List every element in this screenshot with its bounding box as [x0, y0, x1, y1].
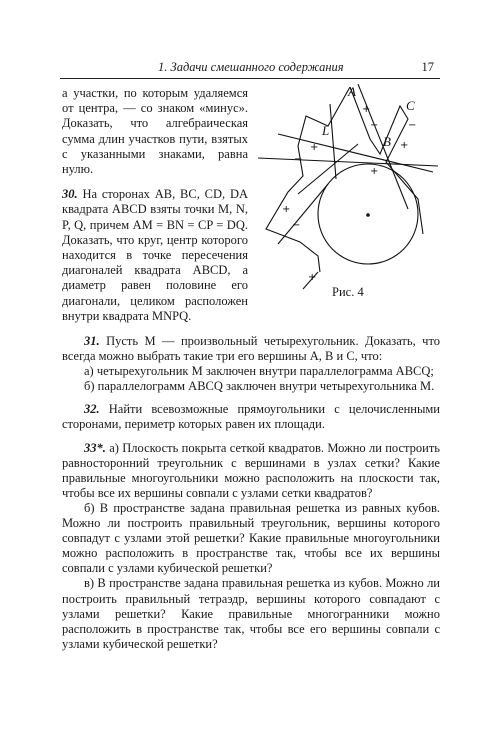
problem-30-number: 30.: [62, 187, 78, 202]
figure-line-5: [330, 104, 336, 179]
running-header: [60, 60, 440, 79]
left-column: [62, 86, 248, 324]
problem-32: [62, 402, 440, 432]
sign-plus-5: +: [282, 204, 291, 215]
sign-plus-4: +: [370, 166, 379, 177]
problem-30: [62, 187, 248, 324]
problem-33: [62, 441, 440, 501]
sign-plus-6: +: [308, 272, 317, 283]
sign-minus-3: −: [408, 120, 417, 131]
label-l: L: [322, 123, 330, 138]
sign-minus-2: −: [294, 154, 303, 165]
problem-32-number: 32.: [84, 402, 100, 417]
problem-31-b: б) параллелограмм ABCQ заключен внутри четырехугольника M.: [84, 379, 435, 394]
figure-caption: Рис. 4: [332, 285, 364, 299]
problem-33-b: б) В пространстве задана правильная решетка из равных кубов. Можно ли построить правильный треугольник, вершины которого совпадут с узлами этой решетки? Какие правильные многоугольники можно расположить в пространстве так, чтобы все их вершины совпали с узлами кубической решетки?: [62, 500, 440, 576]
problem-31-a: а) четырехугольник M заключен внутри параллелограмма ABCQ;: [84, 364, 434, 379]
figure-line-1: [258, 158, 438, 166]
label-b: B: [383, 134, 391, 149]
chapter-title: 1. Задачи смешанного содержания: [158, 60, 344, 74]
figure-path-left: [266, 87, 350, 272]
sign-plus-2: +: [310, 142, 319, 153]
figure-4-drawing: [258, 84, 438, 309]
label-c: C: [406, 98, 415, 113]
problem-33-a: а) Плоскость покрыта сеткой квадратов. Можно ли построить равносторонний треугольник с вершинами в узлах сетки? Какие правильные многоугольники можно расположить на плоскости так, чтобы все их вершины совпали с узлами сетки квадратов?: [62, 440, 440, 500]
figure-line-4: [298, 144, 358, 194]
problem-33-number: 33*.: [84, 440, 106, 455]
sign-minus-4: −: [292, 220, 301, 231]
sign-plus-1: +: [362, 104, 371, 115]
problems-block: [62, 334, 440, 652]
sign-plus-3: +: [400, 140, 409, 151]
problem-31: [62, 334, 440, 364]
problem-33-c: в) В пространстве задана правильная решетка из кубов. Можно ли построить правильный тетраэдр, вершины которого совпадают с узлами решетки? Какие правильные многогранники можно расположить в пространстве так, чтобы все его вершины совпали с узлами кубической решетки?: [62, 576, 440, 651]
intro-paragraph: а участки, по которым удаляемся от центра, — со знаком «минус». Доказать, что алгебраическая сумма длин участков пути, взятых с указанными знаками, равна нулю.: [62, 86, 248, 177]
problem-32-text: Найти всевозможные прямоугольники с целочисленными сторонами, периметр которых равен их площади.: [62, 402, 440, 432]
sign-minus-1: −: [370, 120, 379, 131]
problem-30-text: На сторонах AB, BC, CD, DA квадрата ABCD взяты точки M, N, P, Q, причем AM = BN = CP = DQ. Доказать, что круг, центр которого находится в точке пересечения диагоналей квадрата ABCD, а диаметр равен половине его диагонали, целиком расположен внутри квадрата MNPQ.: [62, 187, 248, 323]
problem-31-number: 31.: [84, 334, 100, 348]
figure-4: [258, 84, 438, 309]
label-a: A: [348, 84, 356, 99]
problem-31-text: Пусть M — произвольный четырехугольник. Доказать, что всегда можно выбрать такие три его вершины A, B и C, что:: [62, 334, 440, 364]
page-number: 17: [421, 60, 434, 74]
circle-center-dot: [366, 213, 370, 217]
